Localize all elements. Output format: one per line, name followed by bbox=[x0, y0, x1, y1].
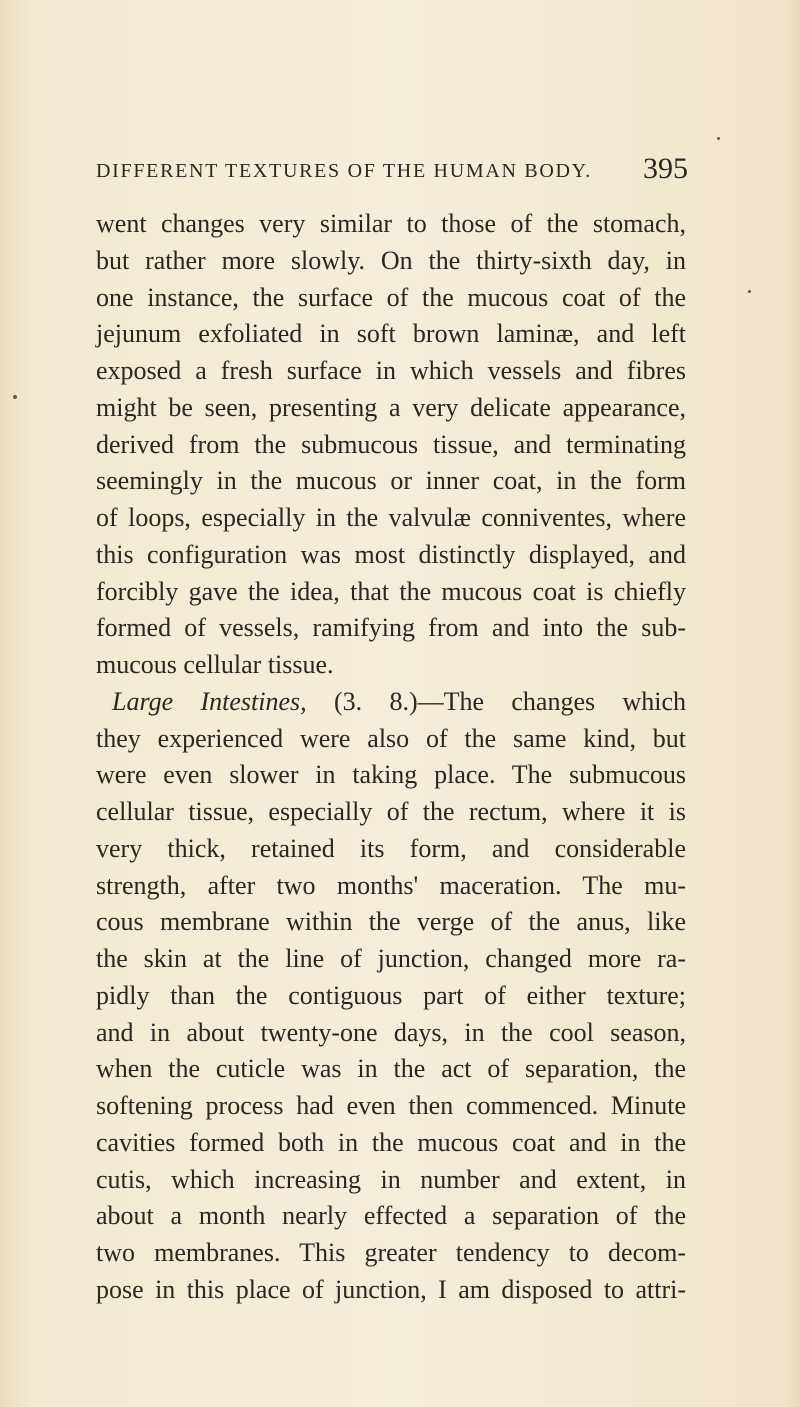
running-head: DIFFERENT TEXTURES OF THE HUMAN BODY. bbox=[96, 160, 592, 182]
text-line: cutis, which increasing in number and extent, in bbox=[96, 1164, 686, 1194]
ink-speck bbox=[748, 290, 751, 293]
text-line: softening process had even then commenced. Minute bbox=[96, 1091, 686, 1120]
text-line: but rather more slowly. On the thirty-sixth day, in bbox=[96, 245, 686, 275]
text-line: when the cuticle was in the act of separation, the bbox=[96, 1054, 686, 1084]
ink-speck bbox=[13, 395, 17, 399]
section-heading-rest: (3. 8.)—The changes which bbox=[306, 686, 686, 716]
page-header bbox=[96, 152, 688, 196]
text-line: pose in this place of junction, I am disposed to attri- bbox=[96, 1274, 686, 1304]
text-line: were even slower in taking place. The submucous bbox=[96, 760, 686, 790]
text-line: cellular tissue, especially of the rectum, where it is bbox=[96, 797, 686, 826]
text-line: about a month nearly effected a separation of the bbox=[96, 1201, 686, 1231]
text-line: pidly than the contiguous part of either texture; bbox=[96, 980, 686, 1010]
text-line: two membranes. This greater tendency to decom- bbox=[96, 1238, 686, 1267]
text-line: cavities formed both in the mucous coat and in the bbox=[96, 1127, 686, 1157]
text-line: of loops, especially in the valvulæ conniventes, where bbox=[96, 503, 686, 532]
text-line: one instance, the surface of the mucous coat of the bbox=[96, 282, 686, 312]
text-line: they experienced were also of the same kind, but bbox=[96, 723, 686, 753]
text-line: seemingly in the mucous or inner coat, in the form bbox=[96, 466, 686, 496]
text-line: this configuration was most distinctly displayed, and bbox=[96, 539, 686, 569]
section-heading-line bbox=[96, 684, 686, 721]
text-line: strength, after two months' maceration. The mu- bbox=[96, 870, 686, 900]
text-line: jejunum exfoliated in soft brown laminæ, and left bbox=[96, 319, 686, 349]
page-number: 395 bbox=[643, 152, 688, 185]
text-line: might be seen, presenting a very delicate appearance, bbox=[96, 392, 686, 422]
text-line: cous membrane within the verge of the anus, like bbox=[96, 907, 686, 937]
text-line: and in about twenty-one days, in the cool season, bbox=[96, 1017, 686, 1047]
body-text bbox=[96, 206, 686, 1309]
text-line: forcibly gave the idea, that the mucous coat is chiefly bbox=[96, 576, 686, 606]
text-line: exposed a fresh surface in which vessels and fibres bbox=[96, 356, 686, 385]
ink-speck bbox=[717, 137, 720, 140]
text-line: very thick, retained its form, and considerable bbox=[96, 833, 686, 863]
text-line: the skin at the line of junction, changed more ra- bbox=[96, 944, 686, 973]
section-heading: Large Intestines, bbox=[112, 686, 307, 716]
text-line: formed of vessels, ramifying from and into the sub- bbox=[96, 613, 686, 643]
text-line: derived from the submucous tissue, and terminating bbox=[96, 429, 686, 459]
text-line: mucous cellular tissue. bbox=[96, 650, 334, 679]
text-line: went changes very similar to those of the stomach, bbox=[96, 209, 686, 238]
